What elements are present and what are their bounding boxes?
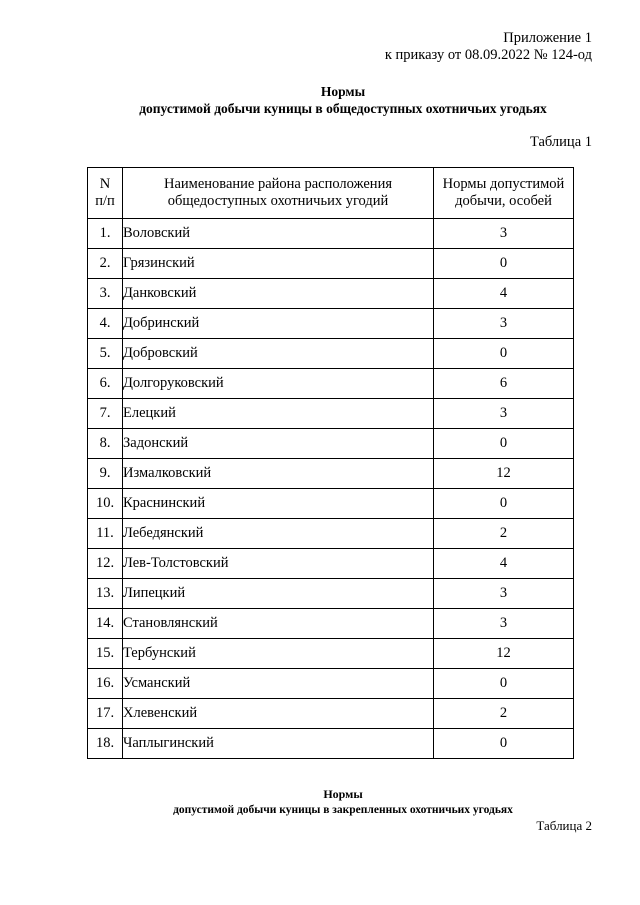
table-row bbox=[88, 459, 574, 489]
header-number-line1: N bbox=[99, 176, 111, 192]
row-district-name: Чаплыгинский bbox=[123, 729, 434, 759]
row-norm-value: 0 bbox=[434, 249, 574, 279]
row-number: 17. bbox=[88, 699, 123, 729]
section1-heading-subtitle: допустимой добычи куницы в общедоступных охотничьих угодьях bbox=[139, 101, 547, 116]
header-number bbox=[88, 168, 123, 219]
header-district-name-line2: общедоступных охотничьих угодий bbox=[167, 193, 389, 209]
row-number: 6. bbox=[88, 369, 123, 399]
row-norm-value: 12 bbox=[434, 639, 574, 669]
table-row bbox=[88, 699, 574, 729]
table-row bbox=[88, 339, 574, 369]
table-row bbox=[88, 519, 574, 549]
row-district-name: Елецкий bbox=[123, 399, 434, 429]
row-district-name: Долгоруковский bbox=[123, 369, 434, 399]
row-number: 9. bbox=[88, 459, 123, 489]
header-number-line2: п/п bbox=[95, 193, 115, 209]
norms-table bbox=[87, 167, 574, 759]
row-district-name: Становлянский bbox=[123, 609, 434, 639]
row-norm-value: 4 bbox=[434, 279, 574, 309]
table2-caption: Таблица 2 bbox=[536, 818, 592, 833]
table-row bbox=[88, 279, 574, 309]
row-number: 10. bbox=[88, 489, 123, 519]
table-row bbox=[88, 609, 574, 639]
appendix-title: Приложение 1 bbox=[503, 30, 592, 46]
row-norm-value: 3 bbox=[434, 399, 574, 429]
table-header-row bbox=[88, 168, 574, 219]
row-number: 13. bbox=[88, 579, 123, 609]
row-district-name: Лев-Толстовский bbox=[123, 549, 434, 579]
row-number: 12. bbox=[88, 549, 123, 579]
table-row bbox=[88, 729, 574, 759]
row-norm-value: 3 bbox=[434, 579, 574, 609]
section1-heading-title: Нормы bbox=[320, 84, 366, 99]
table-row bbox=[88, 219, 574, 249]
row-number: 8. bbox=[88, 429, 123, 459]
table-row bbox=[88, 639, 574, 669]
row-district-name: Усманский bbox=[123, 669, 434, 699]
table-row bbox=[88, 429, 574, 459]
row-district-name: Тербунский bbox=[123, 639, 434, 669]
row-number: 1. bbox=[88, 219, 123, 249]
row-number: 2. bbox=[88, 249, 123, 279]
row-number: 11. bbox=[88, 519, 123, 549]
row-district-name: Хлевенский bbox=[123, 699, 434, 729]
table-row bbox=[88, 669, 574, 699]
row-norm-value: 3 bbox=[434, 309, 574, 339]
row-norm-value: 0 bbox=[434, 339, 574, 369]
row-district-name: Грязинский bbox=[123, 249, 434, 279]
row-norm-value: 0 bbox=[434, 669, 574, 699]
row-number: 7. bbox=[88, 399, 123, 429]
row-district-name: Задонский bbox=[123, 429, 434, 459]
table-body bbox=[88, 219, 574, 759]
row-norm-value: 0 bbox=[434, 429, 574, 459]
row-district-name: Воловский bbox=[123, 219, 434, 249]
row-norm-value: 2 bbox=[434, 699, 574, 729]
row-number: 16. bbox=[88, 669, 123, 699]
table-row bbox=[88, 489, 574, 519]
row-district-name: Добринский bbox=[123, 309, 434, 339]
row-number: 5. bbox=[88, 339, 123, 369]
row-norm-value: 3 bbox=[434, 219, 574, 249]
header-norm-value-line2: добычи, особей bbox=[455, 193, 552, 209]
header-norm-value bbox=[434, 168, 574, 219]
appendix-order-reference: к приказу от 08.09.2022 № 124-од bbox=[384, 47, 592, 63]
row-district-name: Добровский bbox=[123, 339, 434, 369]
table-row bbox=[88, 579, 574, 609]
section2-heading-subtitle: допустимой добычи куницы в закрепленных охотничьих угодьях bbox=[173, 804, 513, 816]
header-district-name bbox=[123, 168, 434, 219]
row-number: 18. bbox=[88, 729, 123, 759]
header-district-name-line1: Наименование района расположения bbox=[164, 176, 392, 192]
row-norm-value: 0 bbox=[434, 729, 574, 759]
row-number: 4. bbox=[88, 309, 123, 339]
row-number: 3. bbox=[88, 279, 123, 309]
table1-caption: Таблица 1 bbox=[529, 134, 592, 150]
row-district-name: Лебедянский bbox=[123, 519, 434, 549]
table-row bbox=[88, 249, 574, 279]
table-row bbox=[88, 549, 574, 579]
row-norm-value: 4 bbox=[434, 549, 574, 579]
table-row bbox=[88, 399, 574, 429]
table-row bbox=[88, 309, 574, 339]
row-norm-value: 0 bbox=[434, 489, 574, 519]
row-number: 15. bbox=[88, 639, 123, 669]
header-norm-value-line1: Нормы допустимой bbox=[442, 176, 565, 192]
section2-heading-title: Нормы bbox=[323, 787, 363, 801]
row-norm-value: 6 bbox=[434, 369, 574, 399]
row-norm-value: 12 bbox=[434, 459, 574, 489]
row-norm-value: 3 bbox=[434, 609, 574, 639]
row-district-name: Липецкий bbox=[123, 579, 434, 609]
table-row bbox=[88, 369, 574, 399]
row-district-name: Измалковский bbox=[123, 459, 434, 489]
row-norm-value: 2 bbox=[434, 519, 574, 549]
row-district-name: Данковский bbox=[123, 279, 434, 309]
row-number: 14. bbox=[88, 609, 123, 639]
row-district-name: Краснинский bbox=[123, 489, 434, 519]
